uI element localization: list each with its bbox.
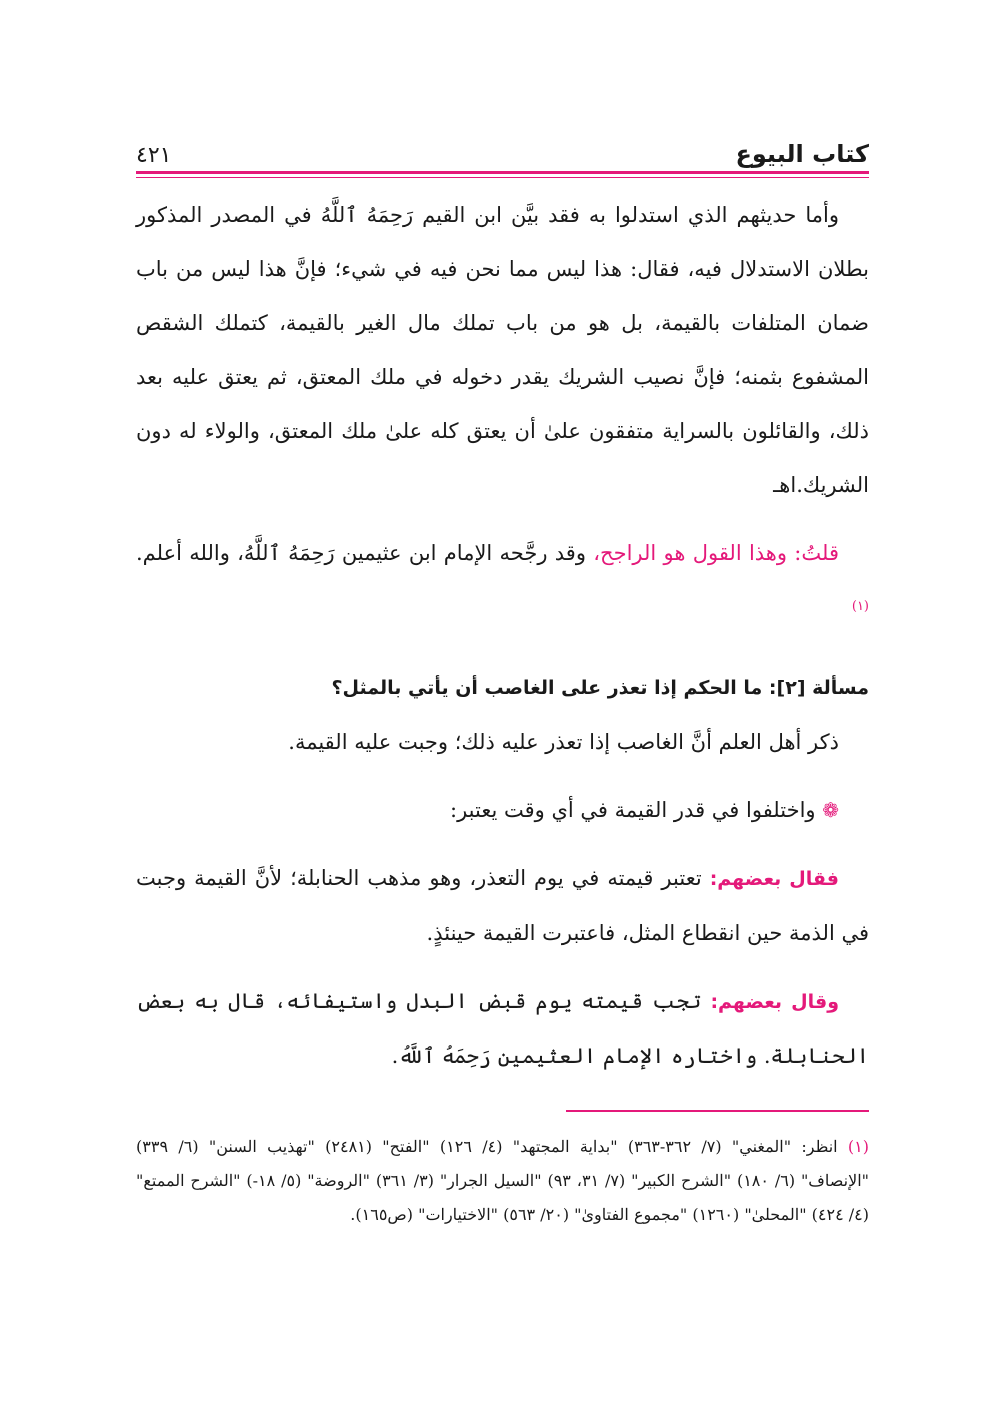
paragraph-scholars: ذكر أهل العلم أنَّ الغاصب إذا تعذر عليه ذلك؛ وجبت عليه القيمة. — [288, 730, 839, 754]
footnote-reference[interactable]: (١) — [851, 599, 869, 614]
page-number: ٤٢١ — [136, 143, 172, 168]
first-opinion-text: تعتبر قيمته في يوم التعذر، وهو مذهب الحنابلة؛ لأنَّ القيمة وجبت في الذمة حين انقطاع المثل، فاعتبرت القيمة حينئذٍ. — [136, 866, 869, 945]
question-label: مسألة [٢]: — [768, 677, 869, 699]
page-header — [136, 128, 869, 168]
paragraph-ibn-qayyim: وأما حديثهم الذي استدلوا به فقد بيَّن ابن القيم رَحِمَهُ ٱللَّهُ في المصدر المذكور بطلان الاستدلال فيه، فقال: هذا ليس مما نحن فيه في شيء؛ فإنَّ هذا ليس من باب ضمان المتلفات بالقيمة، بل هو من باب تملك مال الغير بالقيمة، كتملك الشقص المشفوع بثمنه؛ فإنَّ نصيب الشريك يقدر دخوله في ملك المعتق، ثم يعتق عليه بعد ذلك، والقائلون بالسراية متفقون علىٰ أن يعتق كله علىٰ ملك المعتق، والولاء له دون الشريك.اهـ — [136, 203, 869, 497]
question-heading — [136, 660, 869, 715]
footnote-marker: (١) — [847, 1137, 869, 1156]
book-title: كتاب البيوع — [735, 140, 869, 168]
paragraph-first-opinion — [136, 851, 869, 960]
footnote-text: انظر: "المغني" (٧/ ٣٦٢-٣٦٣) "بداية المجتهد" (٤/ ١٢٦) "الفتح" (٢٤٨١) "تهذيب السنن" (٦/ ٣٣٩) "الإنصاف" (٦/ ١٨٠) "الشرح الكبير" (٧/ ٣١، ٩٣) "السيل الجرار" (٣/ ٣٦١) "الروضة" (٥/ ١٨-) "الشرح الممتع" (٤/ ٤٢٤) "المحلىٰ" (١٢٦٠) "مجموع الفتاوىٰ" (٢٠/ ٥٦٣) "الاختيارات" (ص١٦٥). — [136, 1137, 870, 1224]
preferred-opinion-label: قلتُ: وهذا القول هو الراجح، — [593, 541, 839, 565]
main-text — [136, 188, 869, 1083]
header-rule-thin — [136, 177, 869, 178]
first-opinion-label: فقال بعضهم: — [709, 868, 839, 890]
preferred-opinion-text: وقد رجَّحه الإمام ابن عثيمين رَحِمَهُ ٱللَّهُ، والله أعلم. — [136, 541, 594, 565]
paragraph-preferred-opinion — [136, 526, 869, 638]
paragraph-disagreement — [136, 783, 869, 837]
footnote-separator — [566, 1110, 869, 1112]
footnote — [136, 1130, 869, 1232]
paragraph-second-opinion — [136, 974, 869, 1083]
second-opinion-text: تجب قيمته يوم قبض البدل واستيفائه، قال به بعض الحنابلة. واختاره الإمام العثيمين رَحِمَهُ ٱللَّهُ. — [136, 989, 869, 1068]
header-rule-thick — [136, 171, 869, 174]
disagreement-text: واختلفوا في قدر القيمة في أي وقت يعتبر: — [450, 798, 823, 822]
flower-ornament-icon: ❁ — [822, 798, 839, 822]
question-text: ما الحكم إذا تعذر على الغاصب أن يأتي بالمثل؟ — [331, 677, 769, 699]
second-opinion-label: وقال بعضهم: — [710, 991, 840, 1013]
